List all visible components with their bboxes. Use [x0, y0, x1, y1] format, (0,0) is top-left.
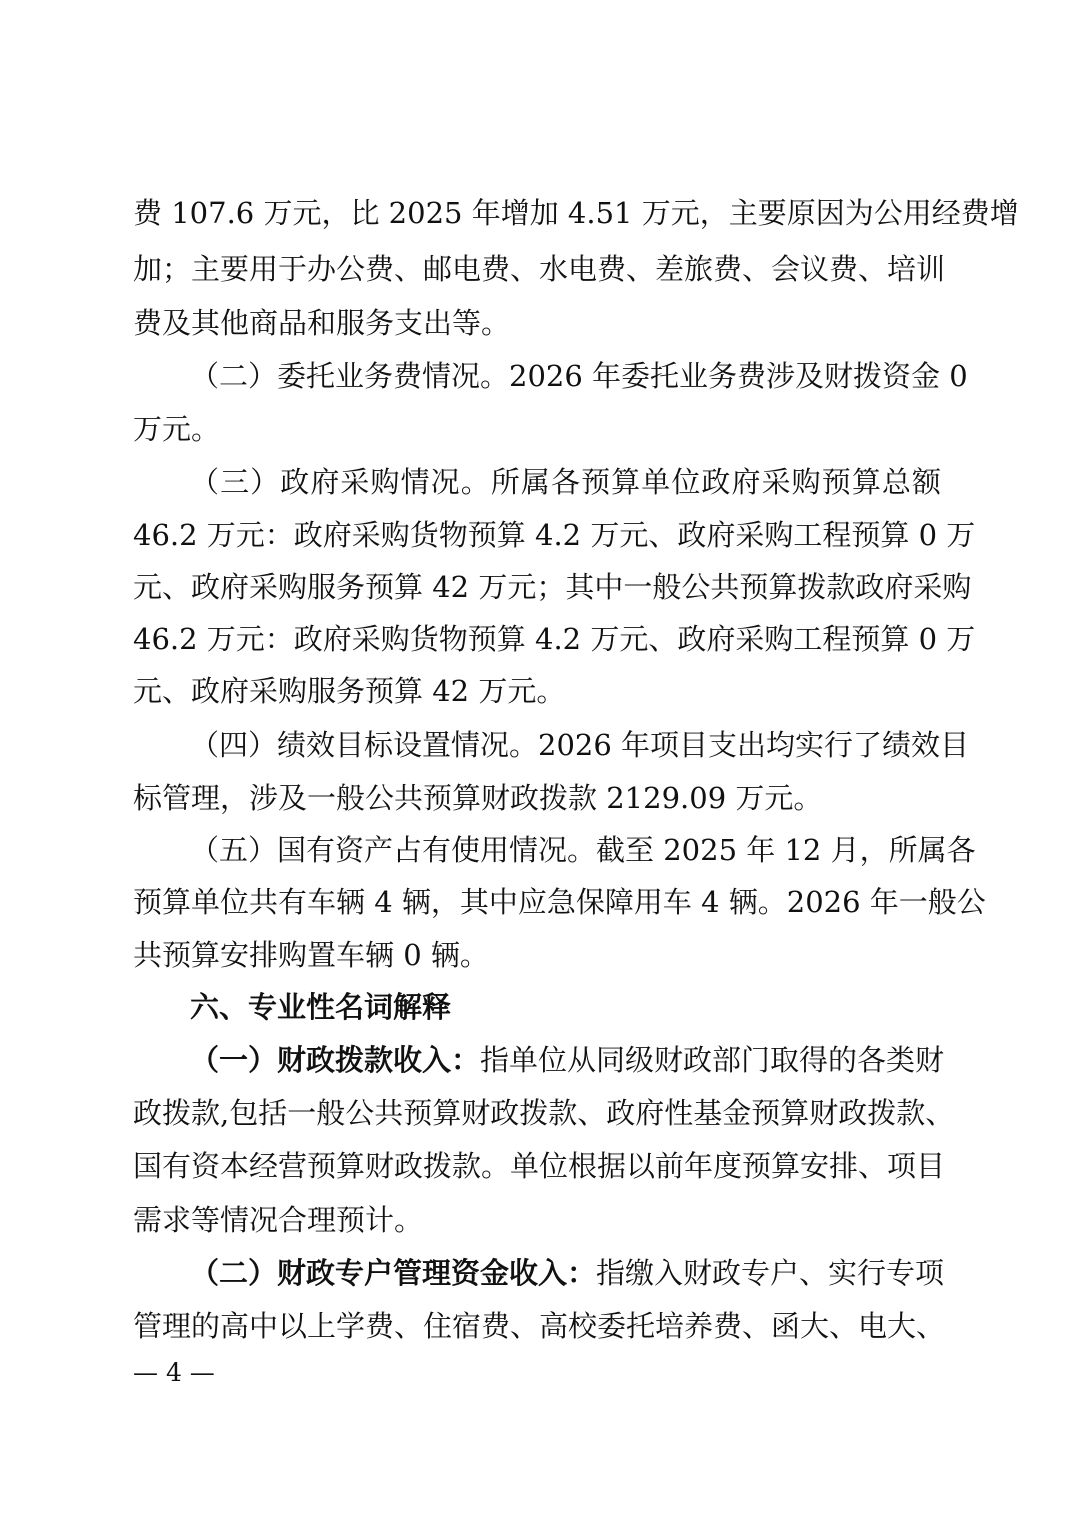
paragraph-line: 46.2 万元：政府采购货物预算 4.2 万元、政府采购工程预算 0 万 — [133, 622, 976, 656]
paragraph-line: 46.2 万元：政府采购货物预算 4.2 万元、政府采购工程预算 0 万 — [133, 518, 976, 552]
paragraph-line: 共预算安排购置车辆 0 辆。 — [133, 938, 489, 972]
paragraph-line: 元、政府采购服务预算 42 万元。 — [133, 674, 566, 708]
paragraph-line: 国有资本经营预算财政拨款。单位根据以前年度预算安排、项目 — [133, 1149, 946, 1183]
paragraph-line: 预算单位共有车辆 4 辆，其中应急保障用车 4 辆。2026 年一般公 — [133, 885, 986, 919]
paragraph-line: （三）政府采购情况。所属各预算单位政府采购预算总额 — [190, 465, 941, 499]
paragraph-line: 政拨款,包括一般公共预算财政拨款、政府性基金预算财政拨款、 — [133, 1096, 955, 1130]
term-definition: 指单位从同级财政部门取得的各类财 — [480, 1043, 945, 1077]
paragraph-line: 万元。 — [133, 412, 221, 446]
term-definition: 指缴入财政专户、实行专项 — [596, 1256, 945, 1290]
paragraph-line: 管理的高中以上学费、住宿费、高校委托培养费、函大、电大、 — [133, 1309, 946, 1343]
paragraph-line: （五）国有资产占有使用情况。截至 2025 年 12 月，所属各 — [190, 833, 976, 867]
paragraph-line: 需求等情况合理预计。 — [133, 1203, 424, 1237]
definition-line — [190, 1256, 945, 1290]
paragraph-line: （四）绩效目标设置情况。2026 年项目支出均实行了绩效目 — [190, 728, 970, 762]
paragraph-line: 费 107.6 万元，比 2025 年增加 4.51 万元，主要原因为公用经费增 — [133, 196, 1019, 230]
definition-line — [190, 1043, 945, 1077]
term-label: （二）财政专户管理资金收入： — [190, 1256, 597, 1290]
paragraph-line: 加；主要用于办公费、邮电费、水电费、差旅费、会议费、培训 — [133, 252, 946, 286]
page-number: — 4 — — [133, 1358, 215, 1387]
section-heading: 六、专业性名词解释 — [190, 990, 452, 1024]
paragraph-line: （二）委托业务费情况。2026 年委托业务费涉及财拨资金 0 — [190, 359, 968, 393]
paragraph-line: 标管理，涉及一般公共预算财政拨款 2129.09 万元。 — [133, 781, 823, 815]
paragraph-line: 费及其他商品和服务支出等。 — [133, 306, 511, 340]
term-label: （一）财政拨款收入： — [190, 1043, 481, 1077]
paragraph-line: 元、政府采购服务预算 42 万元；其中一般公共预算拨款政府采购 — [133, 570, 972, 604]
